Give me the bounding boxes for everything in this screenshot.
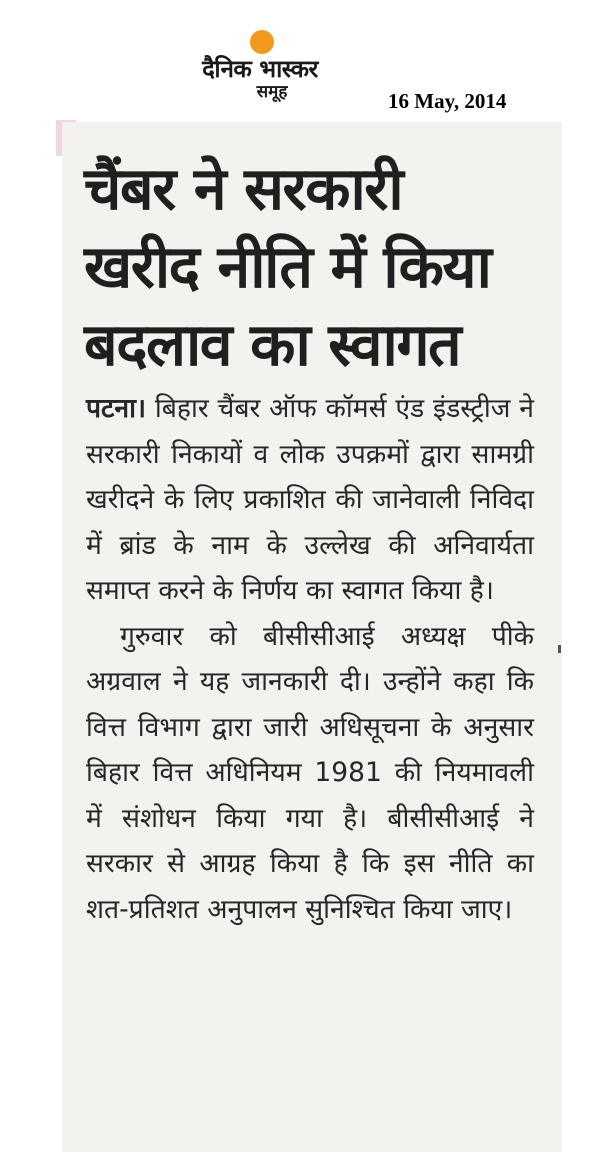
publication-date: 16 May, 2014 bbox=[388, 89, 507, 113]
paragraph-text: बिहार चैंबर ऑफ कॉमर्स एंड इंडस्ट्रीज ने सरकारी निकायों व लोक उपक्रमों द्वारा सामग्री खरीदने के लिए प्रकाशित की जानेवाली निविदा में ब्रांड के नाम के उल्लेख की अनिवार्यता समाप्त करने के निर्णय का स्वागत किया है। bbox=[86, 393, 534, 606]
logo-subtitle: समूह bbox=[256, 82, 288, 102]
headline-line: बदलाव का स्वागत bbox=[84, 310, 461, 379]
margin-mark bbox=[558, 645, 561, 653]
article-paragraph bbox=[86, 614, 534, 933]
logo-name: दैनिक भास्कर bbox=[202, 55, 318, 83]
paragraph-text: गुरुवार को बीसीसीआई अध्यक्ष पीके अग्रवाल ने यह जानकारी दी। उन्होंने कहा कि वित्त विभाग द्वारा जारी अधिसूचना के अनुसार बिहार वित्त अधिनियम 1981 की नियमावली में संशोधन किया गया है। बीसीसीआई ने सरकार से आग्रह किया है कि इस नीति का शत-प्रतिशत अनुपालन सुनिश्चित किया जाए। bbox=[86, 620, 534, 925]
dateline: पटना। bbox=[86, 393, 147, 424]
sun-icon bbox=[250, 30, 274, 54]
article-paragraph bbox=[86, 386, 534, 614]
article-headline bbox=[84, 150, 554, 384]
article-body bbox=[86, 386, 534, 932]
headline-line: चैंबर ने सरकारी bbox=[84, 154, 403, 223]
headline-line: खरीद नीति में किया bbox=[84, 232, 491, 301]
newspaper-logo bbox=[180, 28, 340, 104]
